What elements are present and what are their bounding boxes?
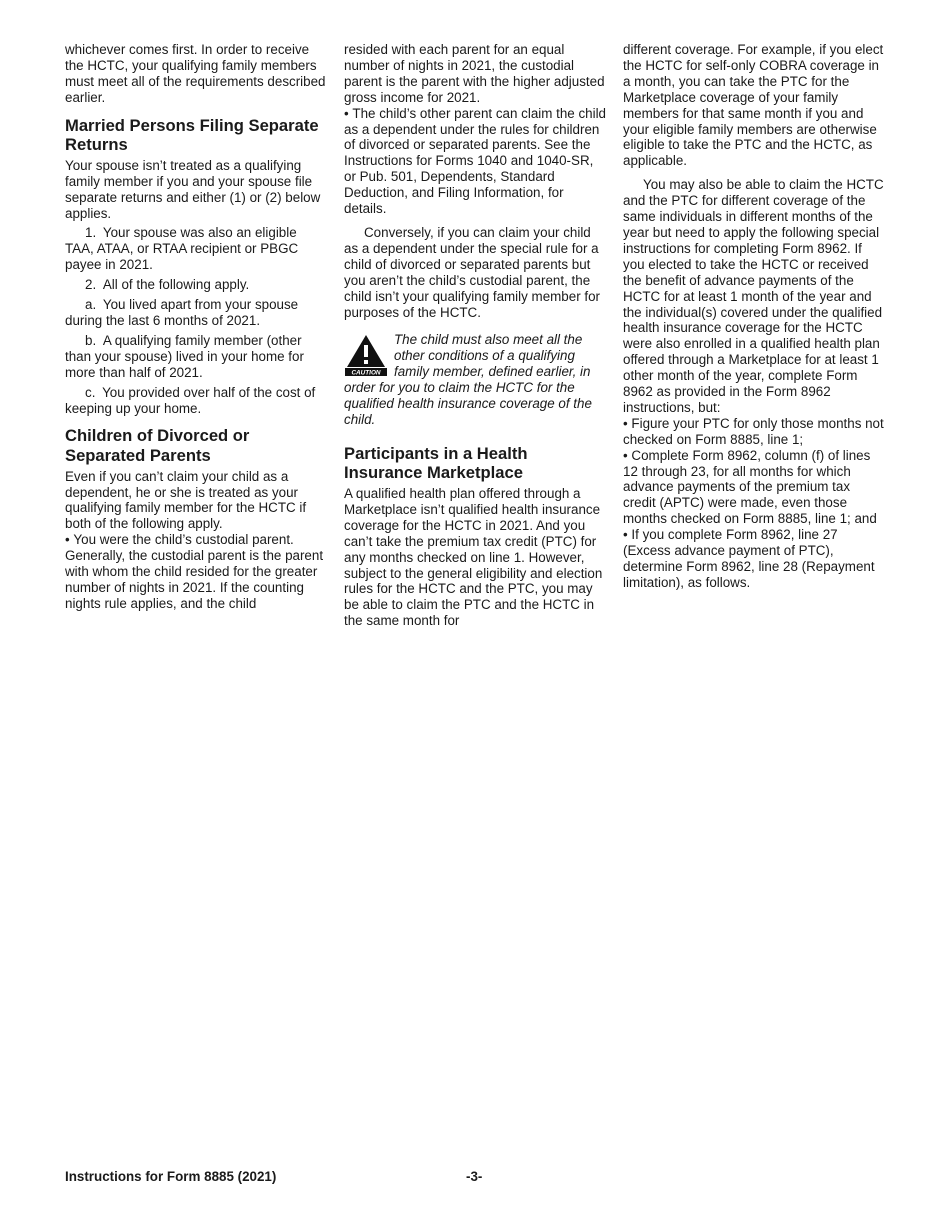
bullet-item: • Complete Form 8962, column (f) of lines 12 through 23, for all months for which advance payments of the premium tax credit (APTC) were made, even those months checked on Form 8885, line 1; and (623, 448, 885, 528)
paragraph: Even if you can’t claim your child as a dependent, he or she is treated as your qualifying family member for the HCTC if both of the following apply. (65, 468, 307, 532)
column-1 (65, 42, 327, 616)
caution-label: CAUTION (351, 369, 381, 377)
paragraph: A qualified health plan offered through a Marketplace isn’t qualified health insurance coverage for the HCTC in 2021. And you can’t take the premium tax credit (PTC) for any months checked on line 1. However, subject to the general eligibility and election rules for the HCTC and the PTC, you may be able to claim the PTC and the HCTC in the same month for (344, 486, 603, 629)
list-item: 2. All of the following apply. (85, 277, 250, 293)
heading-married-persons: Married Persons Filing Separate Returns (65, 115, 319, 155)
heading-children-divorced: Children of Divorced or Separated Parents (65, 426, 250, 465)
column-3 (623, 42, 885, 595)
list-item: 1. Your spouse was also an eligible TAA, ATAA, or RTAA recipient or PBGC payee in 2021. (65, 225, 299, 273)
bullet-item: • Figure your PTC for only those months not checked on Form 8885, line 1; (623, 416, 885, 448)
paragraph: different coverage. For example, if you elect the HCTC for self-only COBRA coverage in a month, you can take the PTC for the Marketplace coverage of your family members for that same month if you and your eligible family members are otherwise eligible to take the PTC and the HCTC, as applicable. (623, 42, 884, 169)
list-item: b. A qualifying family member (other than your spouse) lived in your home for more than half of 2021. (65, 332, 304, 380)
list-item: a. You lived apart from your spouse during the last 6 months of 2021. (65, 297, 299, 328)
heading-participants-marketplace: Participants in a Health Insurance Marketplace (344, 443, 528, 483)
paragraph: Your spouse isn’t treated as a qualifying family member if you and your spouse file separate returns and either (1) or (2) below applies. (65, 157, 321, 221)
column-2 (344, 42, 606, 633)
caution-text: The child must also meet all the other conditions of a qualifying family member, defined earlier, in order for you to claim the HCTC for the qualified health insurance coverage of the child. (344, 332, 592, 427)
bullet-item: • If you complete Form 8962, line 27 (Excess advance payment of PTC), determine Form 8962, line 28 (Repayment limitation), as follows. (623, 527, 885, 591)
paragraph: Conversely, if you can claim your child as a dependent under the special rule for a child of divorced or separated parents but you aren’t the child’s custodial parent, the child isn’t your qualifying family member for purposes of the HCTC. (344, 224, 601, 320)
paragraph: You may also be able to claim the HCTC and the PTC for different coverage of the same individuals in different months of the year but need to apply the following special instructions for completing Form 8962. If you elected to take the HCTC or received the benefit of advance payments of the HCTC for at least 1 month of the year and the individual(s) covered under the qualified health insurance coverage for the HCTC were also enrolled in a qualified health plan offered through a Marketplace for at least 1 other month of the year, complete Form 8962 as provided in the Form 8962 instructions, but: (623, 177, 884, 415)
footer-title: Instructions for Form 8885 (2021) (65, 1169, 277, 1184)
caution-note (344, 332, 606, 427)
caution-icon (344, 333, 388, 377)
bullet-item: • The child’s other parent can claim the child as a dependent under the rules for children of divorced or separated parents. See the Instructions for Forms 1040 and 1040-SR, or Pub. 501, Dependents, Standard Deduction, and Filing Information, for details. (344, 106, 606, 217)
bullet-item: • You were the child’s custodial parent. Generally, the custodial parent is the parent with whom the child resided for the greater number of nights in 2021. If the counting nights rule applies, and the child (65, 532, 327, 612)
paragraph: whichever comes first. In order to receive the HCTC, your qualifying family members must meet all of the requirements described earlier. (65, 42, 326, 105)
page-number: -3- (466, 1169, 483, 1184)
list-item: c. You provided over half of the cost of keeping up your home. (65, 384, 316, 416)
paragraph: resided with each parent for an equal number of nights in 2021, the custodial parent is the parent with the higher adjusted gross income for 2021. (344, 42, 605, 105)
